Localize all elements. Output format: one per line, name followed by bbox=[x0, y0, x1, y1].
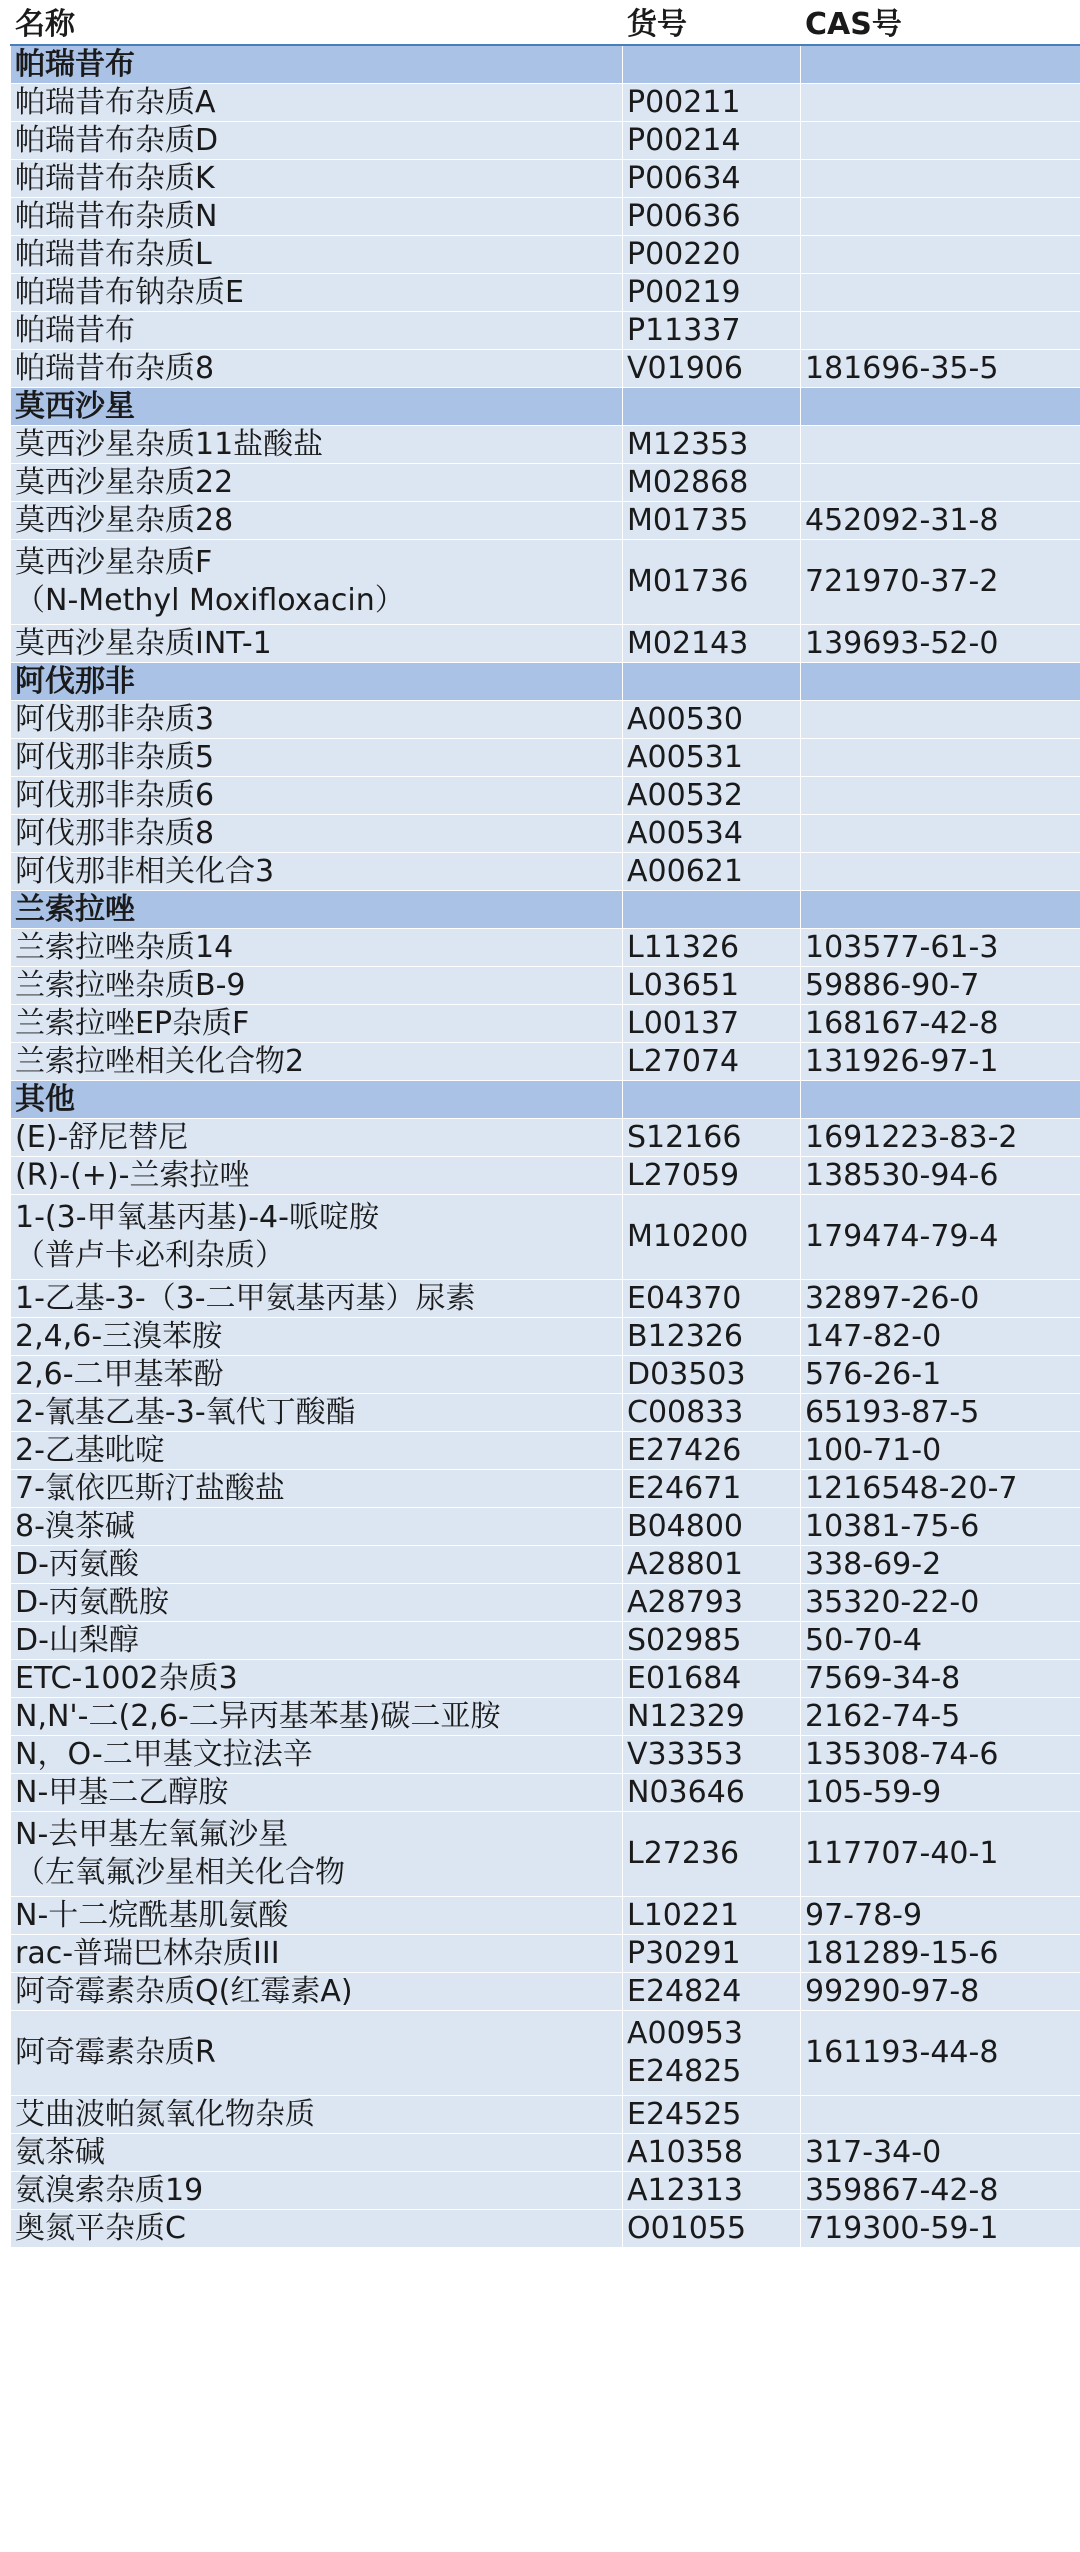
product-code: C00833 bbox=[623, 1394, 801, 1432]
product-code: E04370 bbox=[623, 1280, 801, 1318]
product-cas bbox=[801, 2096, 1080, 2134]
table-row bbox=[11, 2210, 1080, 2248]
product-cas bbox=[801, 160, 1080, 198]
table-row bbox=[11, 853, 1080, 891]
product-cas bbox=[801, 701, 1080, 739]
column-header-name: 名称 bbox=[11, 6, 623, 46]
product-name: 帕瑞昔布杂质L bbox=[11, 236, 623, 274]
product-name: 氨溴索杂质19 bbox=[11, 2172, 623, 2210]
product-cas: 1216548-20-7 bbox=[801, 1470, 1080, 1508]
product-code: M01735 bbox=[623, 502, 801, 540]
product-name: 莫西沙星杂质22 bbox=[11, 464, 623, 502]
product-name: D-丙氨酸 bbox=[11, 1546, 623, 1584]
table-row bbox=[11, 2096, 1080, 2134]
product-code: P00636 bbox=[623, 198, 801, 236]
group-name: 其他 bbox=[11, 1081, 623, 1119]
product-name: 奥氮平杂质C bbox=[11, 2210, 623, 2248]
product-name-line-1: 1-(3-甲氧基丙基)-4-哌啶胺 bbox=[15, 1200, 379, 1235]
product-code: B12326 bbox=[623, 1318, 801, 1356]
product-cas: 50-70-4 bbox=[801, 1622, 1080, 1660]
product-name: 帕瑞昔布杂质K bbox=[11, 160, 623, 198]
group-code-cell bbox=[623, 45, 801, 84]
product-code: L03651 bbox=[623, 967, 801, 1005]
product-code: M02868 bbox=[623, 464, 801, 502]
product-name: 帕瑞昔布杂质D bbox=[11, 122, 623, 160]
table-row bbox=[11, 236, 1080, 274]
product-cas bbox=[801, 426, 1080, 464]
table-header-row bbox=[11, 6, 1080, 46]
table-row bbox=[11, 1546, 1080, 1584]
product-name-line-2: （N-Methyl Moxifloxacin） bbox=[15, 583, 405, 618]
product-name: 7-氯依匹斯汀盐酸盐 bbox=[11, 1470, 623, 1508]
table-row bbox=[11, 1394, 1080, 1432]
table-row bbox=[11, 84, 1080, 122]
product-code: V33353 bbox=[623, 1736, 801, 1774]
product-code: P00211 bbox=[623, 84, 801, 122]
table-row bbox=[11, 1432, 1080, 1470]
product-code-line-2: E24825 bbox=[627, 2054, 742, 2089]
product-cas: 359867-42-8 bbox=[801, 2172, 1080, 2210]
table-row bbox=[11, 1119, 1080, 1157]
column-header-code: 货号 bbox=[623, 6, 801, 46]
table-row bbox=[11, 2172, 1080, 2210]
product-cas: 32897-26-0 bbox=[801, 1280, 1080, 1318]
product-code: E24525 bbox=[623, 2096, 801, 2134]
product-code: N12329 bbox=[623, 1698, 801, 1736]
table-row bbox=[11, 274, 1080, 312]
product-name: N，O-二甲基文拉法辛 bbox=[11, 1736, 623, 1774]
product-name: 艾曲波帕氮氧化物杂质 bbox=[11, 2096, 623, 2134]
product-code: A12313 bbox=[623, 2172, 801, 2210]
product-code: M01736 bbox=[623, 540, 801, 625]
product-cas bbox=[801, 464, 1080, 502]
table-row bbox=[11, 122, 1080, 160]
product-name: 阿伐那非杂质3 bbox=[11, 701, 623, 739]
table-row bbox=[11, 739, 1080, 777]
column-header-cas: CAS号 bbox=[801, 6, 1080, 46]
product-name: 2-氰基乙基-3-氧代丁酸酯 bbox=[11, 1394, 623, 1432]
product-code: M02143 bbox=[623, 625, 801, 663]
product-code: A10358 bbox=[623, 2134, 801, 2172]
product-code: N03646 bbox=[623, 1774, 801, 1812]
product-name: 阿伐那非杂质6 bbox=[11, 777, 623, 815]
group-code-cell bbox=[623, 1081, 801, 1119]
product-code: A00621 bbox=[623, 853, 801, 891]
product-cas: 452092-31-8 bbox=[801, 502, 1080, 540]
product-cas bbox=[801, 777, 1080, 815]
product-name: 阿伐那非相关化合3 bbox=[11, 853, 623, 891]
group-cas-cell bbox=[801, 891, 1080, 929]
product-name: 8-溴茶碱 bbox=[11, 1508, 623, 1546]
product-name: (R)-(+)-兰索拉唑 bbox=[11, 1157, 623, 1195]
table-row bbox=[11, 1584, 1080, 1622]
table-body bbox=[11, 45, 1080, 2248]
product-name: 莫西沙星杂质11盐酸盐 bbox=[11, 426, 623, 464]
table-row bbox=[11, 1897, 1080, 1935]
product-code bbox=[623, 2011, 801, 2096]
product-name: (E)-舒尼替尼 bbox=[11, 1119, 623, 1157]
product-name: D-丙氨酰胺 bbox=[11, 1584, 623, 1622]
product-code: B04800 bbox=[623, 1508, 801, 1546]
table-row bbox=[11, 1698, 1080, 1736]
table-row bbox=[11, 502, 1080, 540]
table-row bbox=[11, 464, 1080, 502]
product-code: L27074 bbox=[623, 1043, 801, 1081]
table-row bbox=[11, 2011, 1080, 2096]
product-code: V01906 bbox=[623, 350, 801, 388]
product-cas: 99290-97-8 bbox=[801, 1973, 1080, 2011]
group-cas-cell bbox=[801, 1081, 1080, 1119]
product-name: N-十二烷酰基肌氨酸 bbox=[11, 1897, 623, 1935]
product-name-line-1: N-去甲基左氧氟沙星 bbox=[15, 1817, 289, 1852]
product-cas bbox=[801, 122, 1080, 160]
product-name: 2,4,6-三溴苯胺 bbox=[11, 1318, 623, 1356]
product-code: E24824 bbox=[623, 1973, 801, 2011]
group-cas-cell bbox=[801, 663, 1080, 701]
product-code: A00532 bbox=[623, 777, 801, 815]
product-table bbox=[10, 5, 1080, 2248]
product-code: M12353 bbox=[623, 426, 801, 464]
table-row bbox=[11, 1195, 1080, 1280]
product-code: L00137 bbox=[623, 1005, 801, 1043]
table-row bbox=[11, 2134, 1080, 2172]
table-row bbox=[11, 426, 1080, 464]
product-code: L27236 bbox=[623, 1812, 801, 1897]
product-cas: 59886-90-7 bbox=[801, 967, 1080, 1005]
product-cas: 139693-52-0 bbox=[801, 625, 1080, 663]
product-code: E27426 bbox=[623, 1432, 801, 1470]
product-cas bbox=[801, 815, 1080, 853]
product-name: 阿奇霉素杂质R bbox=[11, 2011, 623, 2096]
table-row bbox=[11, 1470, 1080, 1508]
table-row bbox=[11, 160, 1080, 198]
group-cas-cell bbox=[801, 45, 1080, 84]
product-code: P11337 bbox=[623, 312, 801, 350]
product-cas: 35320-22-0 bbox=[801, 1584, 1080, 1622]
product-name: 阿伐那非杂质5 bbox=[11, 739, 623, 777]
product-cas: 100-71-0 bbox=[801, 1432, 1080, 1470]
product-code: P00634 bbox=[623, 160, 801, 198]
product-name: 兰索拉唑杂质B-9 bbox=[11, 967, 623, 1005]
product-name: 莫西沙星杂质28 bbox=[11, 502, 623, 540]
product-name: 帕瑞昔布 bbox=[11, 312, 623, 350]
table-row bbox=[11, 1318, 1080, 1356]
product-cas: 117707-40-1 bbox=[801, 1812, 1080, 1897]
product-name: 1-乙基-3-（3-二甲氨基丙基）尿素 bbox=[11, 1280, 623, 1318]
table-row bbox=[11, 1157, 1080, 1195]
product-name: N,N'-二(2,6-二异丙基苯基)碳二亚胺 bbox=[11, 1698, 623, 1736]
product-name: 氨茶碱 bbox=[11, 2134, 623, 2172]
product-cas bbox=[801, 84, 1080, 122]
group-code-cell bbox=[623, 663, 801, 701]
product-code: M10200 bbox=[623, 1195, 801, 1280]
product-name: 阿伐那非杂质8 bbox=[11, 815, 623, 853]
table-row bbox=[11, 540, 1080, 625]
product-cas: 168167-42-8 bbox=[801, 1005, 1080, 1043]
product-name: 帕瑞昔布杂质8 bbox=[11, 350, 623, 388]
table-row bbox=[11, 815, 1080, 853]
product-cas: 10381-75-6 bbox=[801, 1508, 1080, 1546]
product-name: 莫西沙星杂质INT-1 bbox=[11, 625, 623, 663]
product-name: 兰索拉唑相关化合物2 bbox=[11, 1043, 623, 1081]
table-row bbox=[11, 198, 1080, 236]
table-row bbox=[11, 1935, 1080, 1973]
product-name: 兰索拉唑EP杂质F bbox=[11, 1005, 623, 1043]
product-code: E01684 bbox=[623, 1660, 801, 1698]
product-name-line-2: （左氧氟沙星相关化合物 bbox=[15, 1855, 345, 1890]
product-cas: 2162-74-5 bbox=[801, 1698, 1080, 1736]
product-cas bbox=[801, 274, 1080, 312]
product-code: A28801 bbox=[623, 1546, 801, 1584]
product-cas: 7569-34-8 bbox=[801, 1660, 1080, 1698]
product-cas bbox=[801, 739, 1080, 777]
product-cas: 576-26-1 bbox=[801, 1356, 1080, 1394]
product-code: A00534 bbox=[623, 815, 801, 853]
table-row bbox=[11, 701, 1080, 739]
product-cas bbox=[801, 312, 1080, 350]
product-cas: 181696-35-5 bbox=[801, 350, 1080, 388]
table-row bbox=[11, 1812, 1080, 1897]
product-cas: 338-69-2 bbox=[801, 1546, 1080, 1584]
product-code: S12166 bbox=[623, 1119, 801, 1157]
table-row bbox=[11, 312, 1080, 350]
table-row bbox=[11, 1660, 1080, 1698]
product-code: P30291 bbox=[623, 1935, 801, 1973]
group-name: 莫西沙星 bbox=[11, 388, 623, 426]
product-name: 2,6-二甲基苯酚 bbox=[11, 1356, 623, 1394]
group-header-row bbox=[11, 45, 1080, 84]
product-code: A00530 bbox=[623, 701, 801, 739]
product-name bbox=[11, 1195, 623, 1280]
product-code: A00531 bbox=[623, 739, 801, 777]
group-code-cell bbox=[623, 891, 801, 929]
table-row bbox=[11, 1774, 1080, 1812]
group-code-cell bbox=[623, 388, 801, 426]
table-row bbox=[11, 1005, 1080, 1043]
product-cas: 65193-87-5 bbox=[801, 1394, 1080, 1432]
table-row bbox=[11, 350, 1080, 388]
table-row bbox=[11, 1973, 1080, 2011]
product-cas: 317-34-0 bbox=[801, 2134, 1080, 2172]
product-code: L11326 bbox=[623, 929, 801, 967]
group-header-row bbox=[11, 663, 1080, 701]
product-name-line-2: （普卢卡必利杂质） bbox=[15, 1238, 285, 1273]
product-code-line-1: A00953 bbox=[627, 2016, 743, 2051]
product-cas bbox=[801, 853, 1080, 891]
product-cas: 147-82-0 bbox=[801, 1318, 1080, 1356]
product-cas: 1691223-83-2 bbox=[801, 1119, 1080, 1157]
product-code: O01055 bbox=[623, 2210, 801, 2248]
product-cas: 721970-37-2 bbox=[801, 540, 1080, 625]
group-header-row bbox=[11, 891, 1080, 929]
product-name: 阿奇霉素杂质Q(红霉素A) bbox=[11, 1973, 623, 2011]
product-name: 2-乙基吡啶 bbox=[11, 1432, 623, 1470]
table-row bbox=[11, 967, 1080, 1005]
product-cas: 138530-94-6 bbox=[801, 1157, 1080, 1195]
product-cas: 181289-15-6 bbox=[801, 1935, 1080, 1973]
table-row bbox=[11, 1043, 1080, 1081]
table-row bbox=[11, 929, 1080, 967]
product-name: 帕瑞昔布杂质A bbox=[11, 84, 623, 122]
group-cas-cell bbox=[801, 388, 1080, 426]
product-name: D-山梨醇 bbox=[11, 1622, 623, 1660]
product-cas: 135308-74-6 bbox=[801, 1736, 1080, 1774]
product-name: 帕瑞昔布杂质N bbox=[11, 198, 623, 236]
table-row bbox=[11, 1736, 1080, 1774]
product-cas bbox=[801, 198, 1080, 236]
product-cas: 131926-97-1 bbox=[801, 1043, 1080, 1081]
table-row bbox=[11, 1280, 1080, 1318]
table-row bbox=[11, 625, 1080, 663]
product-cas bbox=[801, 236, 1080, 274]
product-cas: 161193-44-8 bbox=[801, 2011, 1080, 2096]
product-name-line-1: 莫西沙星杂质F bbox=[15, 545, 213, 580]
product-name: ETC-1002杂质3 bbox=[11, 1660, 623, 1698]
product-code: A28793 bbox=[623, 1584, 801, 1622]
product-cas: 179474-79-4 bbox=[801, 1195, 1080, 1280]
product-code: E24671 bbox=[623, 1470, 801, 1508]
product-code: D03503 bbox=[623, 1356, 801, 1394]
product-cas: 719300-59-1 bbox=[801, 2210, 1080, 2248]
product-name bbox=[11, 540, 623, 625]
group-name: 帕瑞昔布 bbox=[11, 45, 623, 84]
product-code: P00214 bbox=[623, 122, 801, 160]
table-row bbox=[11, 1356, 1080, 1394]
table-row bbox=[11, 777, 1080, 815]
product-name bbox=[11, 1812, 623, 1897]
product-code: L10221 bbox=[623, 1897, 801, 1935]
product-name: N-甲基二乙醇胺 bbox=[11, 1774, 623, 1812]
table-row bbox=[11, 1622, 1080, 1660]
group-header-row bbox=[11, 388, 1080, 426]
product-cas: 97-78-9 bbox=[801, 1897, 1080, 1935]
group-name: 阿伐那非 bbox=[11, 663, 623, 701]
product-code: P00220 bbox=[623, 236, 801, 274]
product-name: 帕瑞昔布钠杂质E bbox=[11, 274, 623, 312]
product-name: rac-普瑞巴林杂质III bbox=[11, 1935, 623, 1973]
group-name: 兰索拉唑 bbox=[11, 891, 623, 929]
product-code: P00219 bbox=[623, 274, 801, 312]
table-row bbox=[11, 1508, 1080, 1546]
product-name: 兰索拉唑杂质14 bbox=[11, 929, 623, 967]
product-cas: 103577-61-3 bbox=[801, 929, 1080, 967]
group-header-row bbox=[11, 1081, 1080, 1119]
product-cas: 105-59-9 bbox=[801, 1774, 1080, 1812]
product-code: S02985 bbox=[623, 1622, 801, 1660]
product-code: L27059 bbox=[623, 1157, 801, 1195]
